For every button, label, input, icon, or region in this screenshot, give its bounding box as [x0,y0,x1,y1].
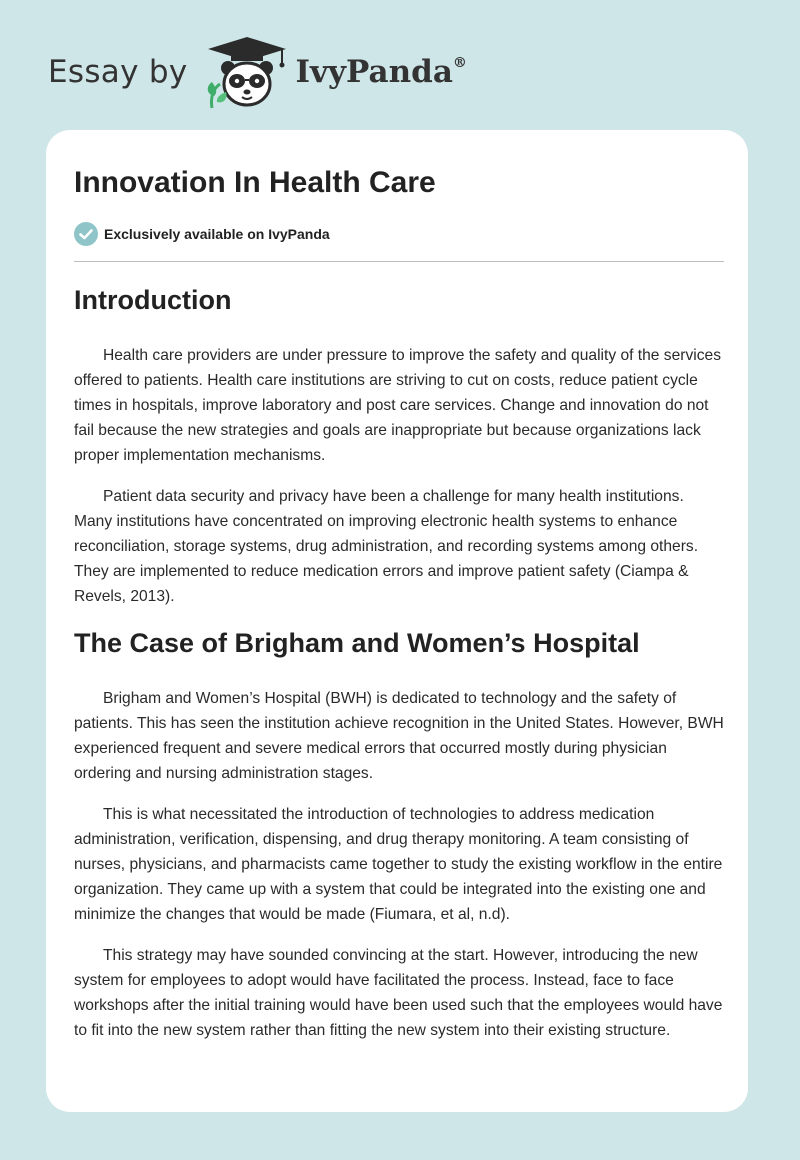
registered-mark: ® [452,54,467,71]
page-title: Innovation In Health Care [74,166,436,199]
site-header [48,34,467,110]
essay-card [46,130,748,1112]
exclusive-badge [74,222,330,246]
check-circle-icon [74,222,98,246]
section-heading-introduction: Introduction [74,285,232,315]
panda-graduate-icon[interactable] [204,34,290,110]
paragraph: This strategy may have sounded convincing at the start. However, introducing the new system for employees to adopt would have facilitated the process. Instead, face to face workshops after the initial training would have been used such that the employees would have to fit into the new system rather than fitting the new system into their existing structure. [74,947,723,1039]
title-divider [74,261,724,262]
brand-name[interactable]: IvyPanda® [295,54,467,90]
exclusive-label: Exclusively available on IvyPanda [104,226,330,242]
paragraph: Health care providers are under pressure to improve the safety and quality of the services offered to patients. Health care institutions are striving to cut on costs, reduce patient cycle times in hospitals, improve laboratory and post care services. Change and innovation do not fail because the new strategies and goals are inappropriate but because organizations lack proper implementation mechanisms. [74,347,722,464]
paragraph: This is what necessitated the introduction of technologies to address medication administration, verification, dispensing, and drug therapy monitoring. A team consisting of nurses, physicians, and pharmacists came together to study the existing workflow in the entire organization. They came up with a system that could be integrated into the existing one and minimize the changes that would be made (Fiumara, et al, n.d). [74,806,723,923]
paragraph: Patient data security and privacy have been a challenge for many health institutions. Many institutions have concentrated on improving electronic health systems to enhance reconciliation, storage systems, drug administration, and recording systems among others. They are implemented to reduce medication errors and improve patient safety (Ciampa & Revels, 2013). [74,488,699,605]
paragraph: Brigham and Women’s Hospital (BWH) is dedicated to technology and the safety of patients. This has seen the institution achieve recognition in the United States. However, BWH experienced frequent and severe medical errors that occurred mostly during physician ordering and nursing administration stages. [74,690,724,782]
section-heading-brigham-case: The Case of Brigham and Women’s Hospital [74,628,640,658]
essay-by-label: Essay by [48,54,188,90]
